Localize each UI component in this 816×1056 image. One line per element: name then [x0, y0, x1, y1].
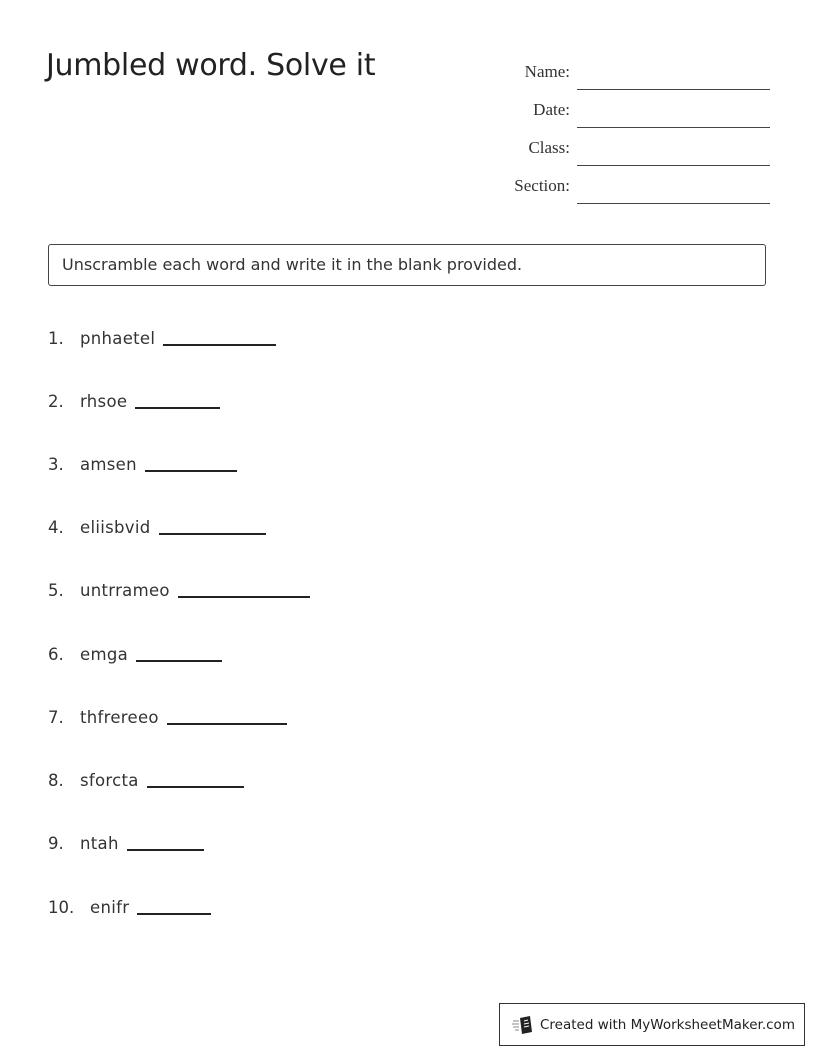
- footer-text: Created with MyWorksheetMaker.com: [540, 1016, 795, 1033]
- question-number: 10.: [48, 898, 75, 917]
- answer-blank[interactable]: [127, 848, 204, 851]
- question-number: 6.: [48, 645, 64, 664]
- question-number: 8.: [48, 771, 64, 790]
- worksheet-title: Jumbled word. Solve it: [46, 48, 376, 83]
- scrambled-word: emga: [80, 645, 129, 664]
- answer-blank[interactable]: [167, 722, 287, 725]
- date-blank[interactable]: [577, 126, 770, 128]
- section-blank[interactable]: [577, 202, 770, 204]
- section-field: [500, 166, 770, 204]
- worksheet-maker-logo-icon: [512, 1015, 534, 1035]
- question-number: 4.: [48, 518, 64, 537]
- section-label: Section:: [514, 176, 570, 195]
- student-info-fields: [500, 52, 770, 204]
- question-item: [48, 392, 220, 411]
- question-item: [48, 455, 237, 474]
- answer-blank[interactable]: [178, 595, 310, 598]
- name-field: [500, 52, 770, 90]
- scrambled-word: sforcta: [80, 771, 139, 790]
- question-number: 1.: [48, 329, 64, 348]
- answer-blank[interactable]: [159, 532, 266, 535]
- answer-blank[interactable]: [145, 469, 237, 472]
- answer-blank[interactable]: [137, 912, 211, 915]
- question-item: [48, 834, 204, 853]
- question-item: [48, 329, 276, 348]
- question-item: [48, 645, 222, 664]
- scrambled-word: ntah: [80, 834, 119, 853]
- answer-blank[interactable]: [135, 406, 220, 409]
- question-number: 5.: [48, 581, 64, 600]
- date-field: [500, 90, 770, 128]
- class-label: Class:: [528, 138, 570, 157]
- scrambled-word: rhsoe: [80, 392, 128, 411]
- scrambled-word: thfrereeo: [80, 708, 159, 727]
- scrambled-word: pnhaetel: [80, 329, 156, 348]
- date-label: Date:: [533, 100, 570, 119]
- question-number: 7.: [48, 708, 64, 727]
- scrambled-word: enifr: [90, 898, 130, 917]
- question-number: 9.: [48, 834, 64, 853]
- question-item: [48, 708, 287, 727]
- question-item: [48, 581, 310, 600]
- answer-blank[interactable]: [136, 659, 222, 662]
- answer-blank[interactable]: [147, 785, 244, 788]
- instructions-box: Unscramble each word and write it in the blank provided.: [48, 244, 766, 286]
- class-field: [500, 128, 770, 166]
- scrambled-word: amsen: [80, 455, 137, 474]
- question-item: [48, 771, 244, 790]
- scrambled-word: eliisbvid: [80, 518, 151, 537]
- question-number: 3.: [48, 455, 64, 474]
- name-label: Name:: [524, 62, 570, 81]
- scrambled-word: untrrameo: [80, 581, 170, 600]
- footer-credit[interactable]: [499, 1003, 805, 1046]
- name-blank[interactable]: [577, 88, 770, 90]
- question-item: [48, 518, 266, 537]
- class-blank[interactable]: [577, 164, 770, 166]
- answer-blank[interactable]: [163, 343, 276, 346]
- question-item: [48, 898, 211, 917]
- question-number: 2.: [48, 392, 64, 411]
